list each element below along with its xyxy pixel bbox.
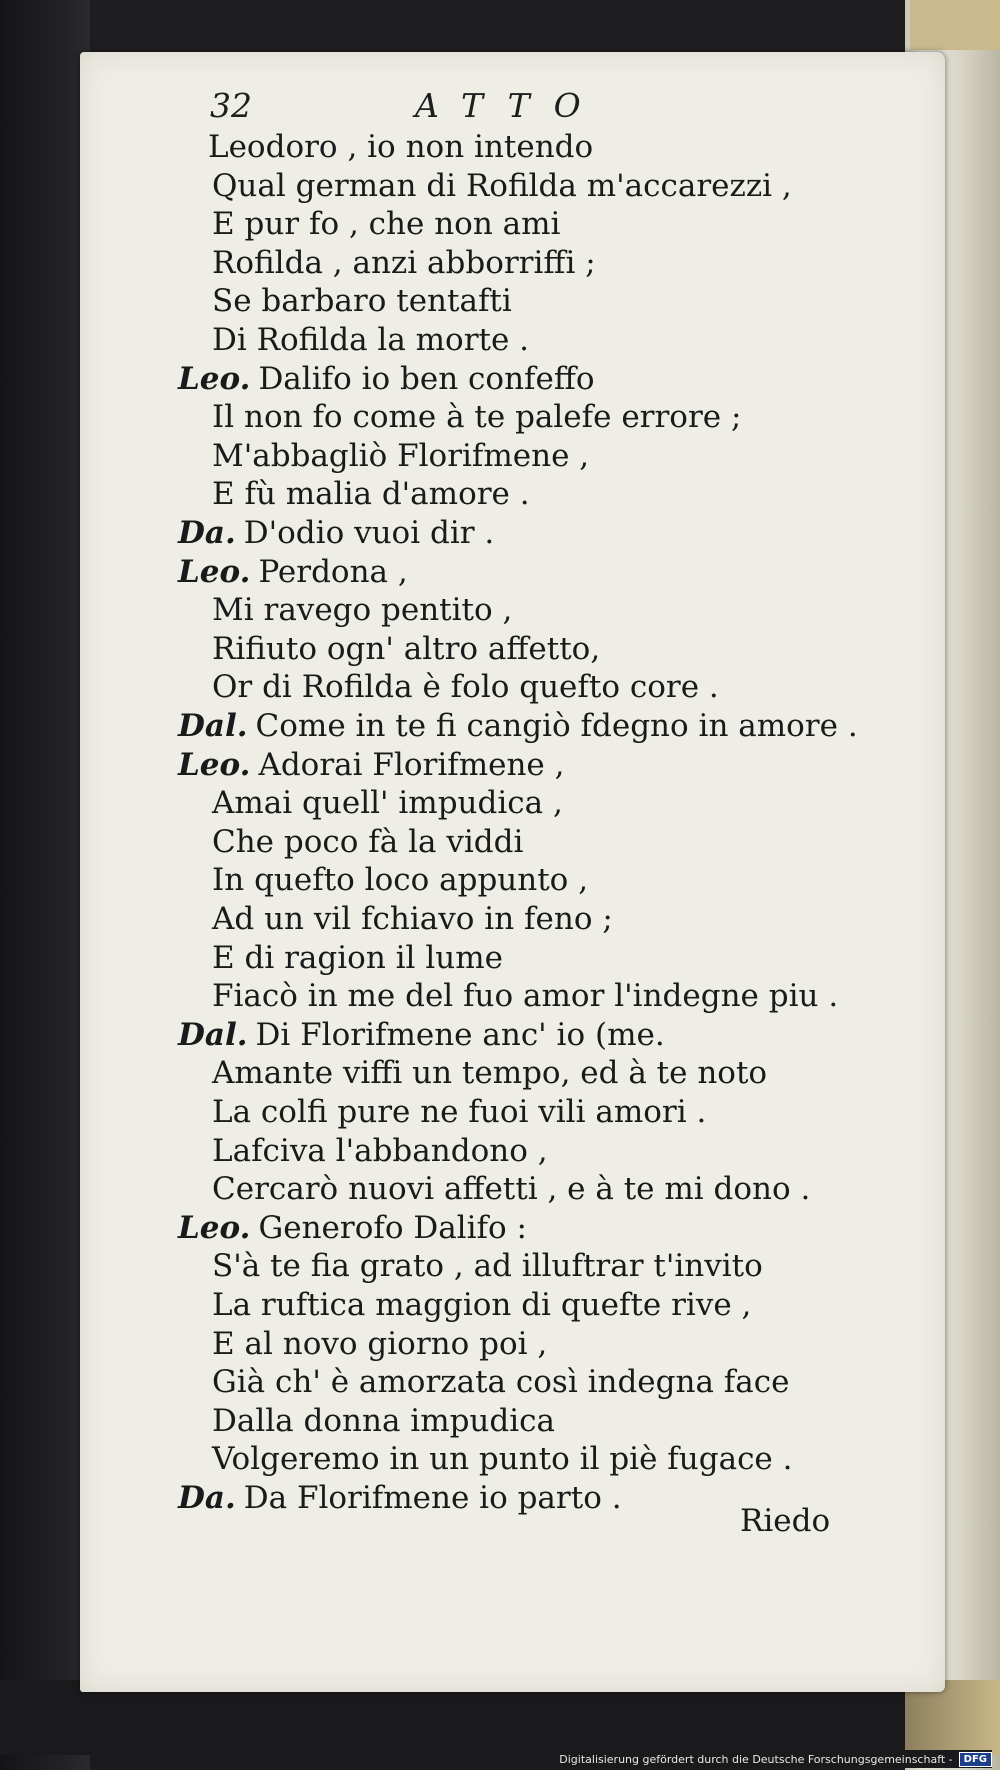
- verse-text: Di Florifmene anc' io (me.: [255, 1016, 665, 1053]
- text-line: [212, 1054, 767, 1092]
- text-line: [178, 746, 564, 784]
- verse-text: Fiacò in me del fuo amor l'indegne piu .: [212, 978, 839, 1015]
- text-line: [178, 360, 595, 398]
- text-line: [212, 823, 523, 861]
- verse-text: Lafciva l'abbandono ,: [212, 1132, 548, 1169]
- text-line: [212, 1286, 751, 1324]
- verse-text: Come in te fi cangiò fdegno in amore .: [255, 708, 858, 744]
- text-line: [212, 321, 529, 359]
- verse-text: Amante viffi un tempo, ed à te noto: [212, 1055, 768, 1092]
- verse-text: S'à te fia grato , ad illuftrar t'invito: [212, 1248, 763, 1285]
- text-line: [212, 398, 741, 436]
- text-line: [178, 1479, 622, 1517]
- page-number: 32: [210, 86, 252, 125]
- verse-text: E pur fo , che non ami: [212, 206, 561, 243]
- verse-text: Se barbaro tentafti: [212, 283, 512, 320]
- text-line: [212, 205, 560, 243]
- verse-text: Già ch' è amorzata così indegna face: [212, 1364, 790, 1401]
- verse-text: In quefto loco appunto ,: [212, 862, 589, 899]
- text-line: [212, 244, 596, 282]
- verse-text: Generofo Dalifo :: [258, 1209, 527, 1246]
- text-line: [208, 128, 593, 166]
- verse-text: Dalifo io ben confeffo: [258, 360, 595, 397]
- text-line: [212, 1402, 555, 1440]
- verse-text: Cercarò nuovi affetti , e à te mi dono .: [212, 1171, 811, 1208]
- speaker-label: Da.: [178, 515, 236, 551]
- verse-text: E al novo giorno poi ,: [212, 1325, 548, 1362]
- verse-text: Or di Rofilda è folo quefto core .: [212, 669, 719, 706]
- text-line: [212, 861, 588, 899]
- verse-text: Leodoro , io non intendo: [208, 129, 594, 165]
- text-line: [212, 1440, 792, 1478]
- verse-text: Di Rofilda la morte .: [212, 322, 530, 358]
- verse-text: D'odio vuoi dir .: [243, 515, 495, 551]
- text-line: [212, 591, 512, 629]
- text-line: [178, 1016, 665, 1054]
- text-line: [178, 1209, 527, 1247]
- speaker-label: Leo.: [178, 360, 251, 397]
- verse-text: Ad un vil fchiavo in feno ;: [212, 901, 613, 937]
- footer-text: Digitalisierung gefördert durch die Deutsche Forschungsgemeinschaft -: [559, 1752, 953, 1766]
- text-line: [212, 1325, 547, 1363]
- catchword: Riedo: [740, 1503, 831, 1539]
- speaker-label: Dal.: [178, 1016, 248, 1053]
- verse-text: E fù malia d'amore .: [212, 476, 530, 513]
- verse-text: La ruftica maggion di quefte rive ,: [212, 1287, 752, 1323]
- verse-text: Rifiuto ogn' altro affetto,: [212, 630, 601, 667]
- text-line: [178, 514, 494, 552]
- digitization-footer: [559, 1750, 992, 1768]
- text-line: [212, 437, 589, 475]
- verse-text: Mi ravego pentito ,: [212, 592, 513, 629]
- text-line: [212, 668, 719, 706]
- text-line: [212, 630, 600, 668]
- text-line: [212, 1093, 706, 1131]
- speaker-label: Da.: [178, 1480, 236, 1516]
- running-head: ATTO: [415, 86, 605, 125]
- text-line: [212, 900, 613, 938]
- verse-text: Che poco fà la viddi: [212, 823, 524, 860]
- dfg-logo: DFG: [959, 1752, 992, 1767]
- verse-text: Dalla donna impudica: [212, 1402, 555, 1439]
- text-line: [212, 1170, 810, 1208]
- verse-text: Da Florifmene io parto .: [243, 1480, 622, 1516]
- text-line: [212, 1363, 789, 1401]
- verse-text: Volgeremo in un punto il piè fugace .: [212, 1441, 793, 1478]
- verse-text: Perdona ,: [258, 553, 408, 590]
- text-line: [212, 475, 530, 513]
- verse-text: M'abbagliò Florifmene ,: [212, 437, 590, 474]
- speaker-label: Leo.: [178, 746, 251, 783]
- page-header: [210, 86, 710, 126]
- verse-text: Amai quell' impudica ,: [212, 785, 563, 822]
- verse-text: La colfi pure ne fuoi vili amori .: [212, 1094, 707, 1130]
- text-line: [212, 1132, 548, 1170]
- scan-background-left: [0, 0, 90, 1770]
- text-line: [212, 784, 563, 822]
- text-line: [212, 939, 503, 977]
- verse-text: Adorai Florifmene ,: [258, 746, 565, 783]
- verse-text: Rofilda , anzi abborriffi ;: [212, 244, 596, 281]
- verse-text: E di ragion il lume: [212, 939, 503, 976]
- text-line: [178, 707, 858, 745]
- verse-text: Qual german di Rofilda m'accarezzi ,: [212, 167, 792, 204]
- spine-top-edge: [910, 0, 1000, 50]
- text-line: [178, 553, 408, 591]
- text-line: [212, 977, 838, 1015]
- text-line: [212, 282, 512, 320]
- scan-background-top: [0, 0, 1000, 58]
- speaker-label: Leo.: [178, 553, 251, 590]
- speaker-label: Dal.: [178, 708, 248, 744]
- text-line: [212, 167, 792, 205]
- speaker-label: Leo.: [178, 1209, 251, 1246]
- text-line: [212, 1247, 763, 1285]
- verse-text: Il non fo come à te palefe errore ;: [212, 399, 742, 436]
